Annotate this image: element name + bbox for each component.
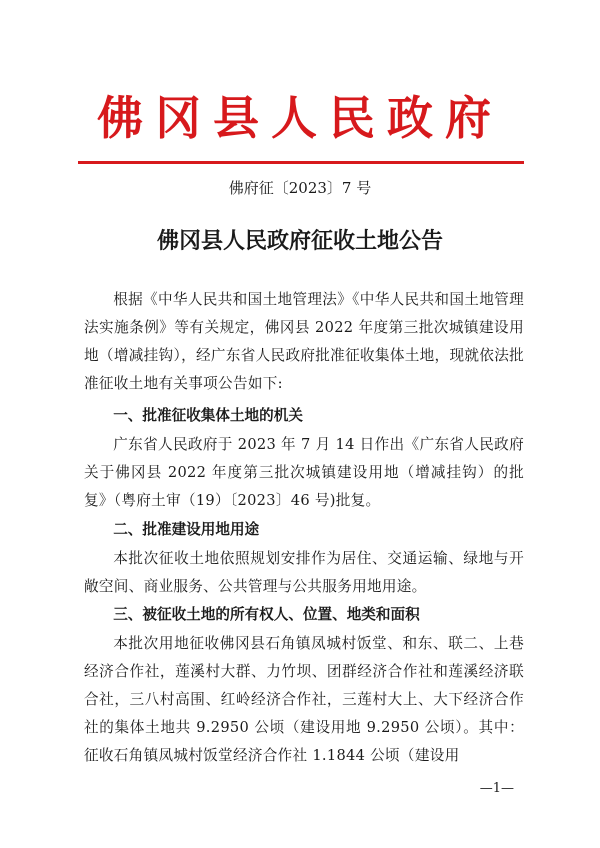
document-title: 佛冈县人民政府征收土地公告	[156, 228, 443, 254]
intro-paragraph: 根据《中华人民共和国土地管理法》《中华人民共和国土地管理法实施条例》等有关规定，佛冈县 2022 年度第三批次城镇建设用地（增减挂钩），经广东省人民政府批准征收集体土地，现就依法批准征收土地有关事项公告如下:	[84, 291, 524, 392]
section-heading-land-use: 二、批准建设用地用途	[113, 521, 260, 538]
land-use-paragraph: 本批次征收土地依照规划安排作为居住、交通运输、绿地与开敞空间、商业服务、公共管理与公共服务用地用途。	[84, 550, 524, 595]
section-heading-land-ownership: 三、被征收土地的所有权人、位置、地类和面积	[113, 606, 420, 623]
land-ownership-paragraph: 本批次用地征收佛冈县石角镇凤城村饭堂、和东、联二、上巷经济合作社，莲溪村大群、力竹坝、团群经济合作社和莲溪经济联合社，三八村高围、红岭经济合作社，三莲村大上、大下经济合作社的集体土地共 9.2950 公顷（建设用地 9.2950 公顷）。其中：征收石角镇凤城村饭堂经济合作社 1.1844 公顷（建设用	[84, 635, 524, 764]
section-heading-approval-authority: 一、批准征收集体土地的机关	[113, 407, 303, 424]
document-number: 佛府征〔2023〕7 号	[228, 179, 372, 197]
issuer-masthead: 佛冈县人民政府	[97, 91, 503, 145]
page-number: —1—	[479, 781, 514, 796]
red-divider-line	[78, 161, 524, 164]
approval-authority-paragraph: 广东省人民政府于 2023 年 7 月 14 日作出《广东省人民政府关于佛冈县 2022 年度第三批次城镇建设用地（增减挂钩）的批复》（粤府土审（19）〔2023〕46 号)批复。	[84, 436, 524, 509]
